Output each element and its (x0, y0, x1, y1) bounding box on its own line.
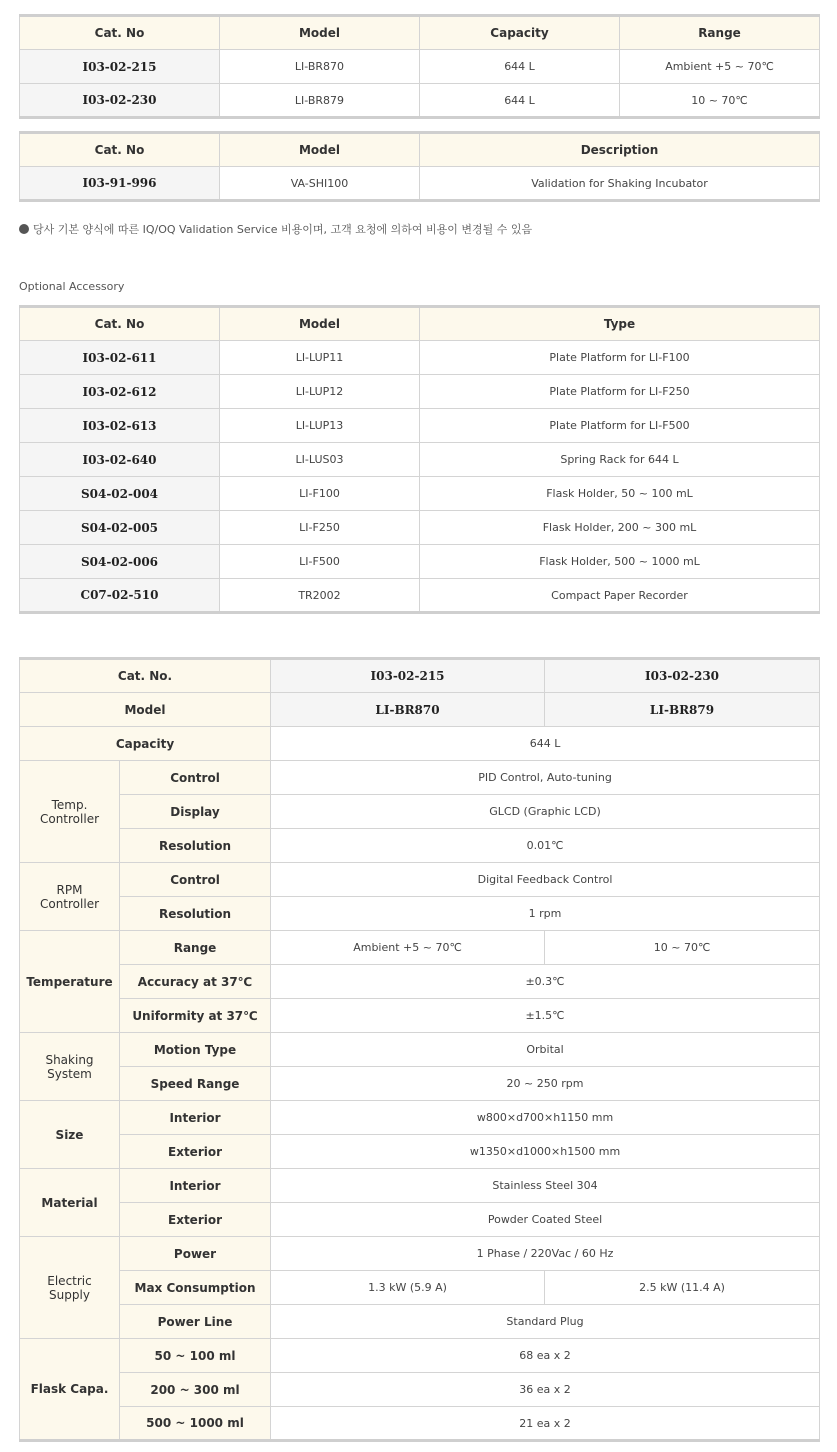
accessory-table (19, 305, 820, 614)
cat-no: I03-02-230 (20, 84, 220, 118)
spec-row (20, 727, 820, 761)
spec-label: 500 ~ 1000 ml (120, 1407, 271, 1441)
product-table (19, 14, 820, 119)
group-label: Flask Capa. (20, 1339, 120, 1441)
table-row (20, 443, 820, 477)
spec-label: Interior (120, 1169, 271, 1203)
spec-table (19, 657, 820, 1442)
spec-row (20, 1067, 820, 1101)
spec-label: Exterior (120, 1203, 271, 1237)
spec-row (20, 1033, 820, 1067)
cat-no: I03-02-611 (20, 341, 220, 375)
spec-label: Resolution (120, 829, 271, 863)
spec-row (20, 659, 820, 693)
cat-no: I03-02-612 (20, 375, 220, 409)
spec-value: PID Control, Auto-tuning (271, 761, 820, 795)
note-text: 당사 기본 양식에 따른 IQ/OQ Validation Service 비용이며, 고객 요청에 의하여 비용이 변경될 수 있음 (33, 223, 533, 236)
col-header: Model (220, 307, 420, 341)
col-header: Capacity (420, 16, 620, 50)
col-header: Cat. No (20, 16, 220, 50)
cat-no: S04-02-005 (20, 511, 220, 545)
model: LI-LUP11 (220, 341, 420, 375)
spec-row (20, 1305, 820, 1339)
model: LI-LUP13 (220, 409, 420, 443)
spec-row (20, 795, 820, 829)
spec-row (20, 761, 820, 795)
spec-label: Cat. No. (20, 659, 271, 693)
table-row (20, 375, 820, 409)
model: LI-BR870 (220, 50, 420, 84)
type: Flask Holder, 500 ~ 1000 mL (420, 545, 820, 579)
col-header: Description (420, 133, 820, 167)
model: LI-F100 (220, 477, 420, 511)
validation-note (19, 221, 532, 237)
spec-value: Stainless Steel 304 (271, 1169, 820, 1203)
spec-row (20, 693, 820, 727)
group-label: RPM Controller (20, 863, 120, 931)
spec-value: 2.5 kW (11.4 A) (545, 1271, 820, 1305)
model: VA-SHI100 (220, 167, 420, 201)
cat-no: I03-91-996 (20, 167, 220, 201)
spec-label: 50 ~ 100 ml (120, 1339, 271, 1373)
spec-label: Uniformity at 37℃ (120, 999, 271, 1033)
spec-value: w800×d700×h1150 mm (271, 1101, 820, 1135)
spec-row (20, 965, 820, 999)
spec-label: 200 ~ 300 ml (120, 1373, 271, 1407)
spec-row (20, 1203, 820, 1237)
spec-value: 0.01℃ (271, 829, 820, 863)
group-label: Temp. Controller (20, 761, 120, 863)
col-header: Range (620, 16, 820, 50)
spec-label: Control (120, 761, 271, 795)
spec-row (20, 1169, 820, 1203)
type: Spring Rack for 644 L (420, 443, 820, 477)
model: LI-F500 (220, 545, 420, 579)
cat-no: S04-02-004 (20, 477, 220, 511)
spec-label: Motion Type (120, 1033, 271, 1067)
range: Ambient +5 ~ 70℃ (620, 50, 820, 84)
table-row (20, 167, 820, 201)
type: Plate Platform for LI-F250 (420, 375, 820, 409)
group-label: Electric Supply (20, 1237, 120, 1339)
section-title: Optional Accessory (19, 280, 125, 293)
spec-value: 1 Phase / 220Vac / 60 Hz (271, 1237, 820, 1271)
group-label: Size (20, 1101, 120, 1169)
spec-label: Speed Range (120, 1067, 271, 1101)
col-header: Model (220, 16, 420, 50)
description: Validation for Shaking Incubator (420, 167, 820, 201)
spec-row (20, 931, 820, 965)
type: Flask Holder, 200 ~ 300 mL (420, 511, 820, 545)
capacity: 644 L (420, 50, 620, 84)
spec-value: 20 ~ 250 rpm (271, 1067, 820, 1101)
spec-value: w1350×d1000×h1500 mm (271, 1135, 820, 1169)
table-header-row (20, 133, 820, 167)
table-row (20, 477, 820, 511)
spec-row (20, 1135, 820, 1169)
validation-table (19, 131, 820, 202)
col-header: Model (220, 133, 420, 167)
spec-row (20, 1339, 820, 1373)
spec-row (20, 1271, 820, 1305)
group-label: Shaking System (20, 1033, 120, 1101)
cat-no: I03-02-230 (545, 659, 820, 693)
model: TR2002 (220, 579, 420, 613)
spec-row (20, 1237, 820, 1271)
cat-no: I03-02-215 (20, 50, 220, 84)
cat-no: I03-02-215 (271, 659, 545, 693)
bullet-icon (19, 224, 29, 234)
spec-row (20, 829, 820, 863)
table-row (20, 545, 820, 579)
table-row (20, 409, 820, 443)
col-header: Cat. No (20, 307, 220, 341)
spec-value: Standard Plug (271, 1305, 820, 1339)
group-label: Temperature (20, 931, 120, 1033)
cat-no: I03-02-640 (20, 443, 220, 477)
type: Compact Paper Recorder (420, 579, 820, 613)
cat-no: S04-02-006 (20, 545, 220, 579)
spec-value: 10 ~ 70℃ (545, 931, 820, 965)
type: Plate Platform for LI-F100 (420, 341, 820, 375)
col-header: Cat. No (20, 133, 220, 167)
spec-label: Power (120, 1237, 271, 1271)
spec-label: Control (120, 863, 271, 897)
cat-no: C07-02-510 (20, 579, 220, 613)
spec-row (20, 1407, 820, 1441)
spec-value: ±0.3℃ (271, 965, 820, 999)
model: LI-F250 (220, 511, 420, 545)
table-row (20, 511, 820, 545)
spec-value: Powder Coated Steel (271, 1203, 820, 1237)
col-header: Type (420, 307, 820, 341)
table-header-row (20, 16, 820, 50)
cat-no: I03-02-613 (20, 409, 220, 443)
spec-value: 644 L (271, 727, 820, 761)
spec-row (20, 999, 820, 1033)
spec-value: ±1.5℃ (271, 999, 820, 1033)
spec-value: 68 ea x 2 (271, 1339, 820, 1373)
spec-label: Power Line (120, 1305, 271, 1339)
model: LI-LUS03 (220, 443, 420, 477)
spec-label: Capacity (20, 727, 271, 761)
spec-value: Ambient +5 ~ 70℃ (271, 931, 545, 965)
spec-row (20, 863, 820, 897)
spec-label: Exterior (120, 1135, 271, 1169)
spec-value: 1 rpm (271, 897, 820, 931)
type: Flask Holder, 50 ~ 100 mL (420, 477, 820, 511)
group-label: Material (20, 1169, 120, 1237)
table-row (20, 84, 820, 118)
model: LI-LUP12 (220, 375, 420, 409)
spec-label: Interior (120, 1101, 271, 1135)
spec-value: 36 ea x 2 (271, 1373, 820, 1407)
capacity: 644 L (420, 84, 620, 118)
model: LI-BR870 (271, 693, 545, 727)
spec-label: Accuracy at 37℃ (120, 965, 271, 999)
range: 10 ~ 70℃ (620, 84, 820, 118)
spec-value: Digital Feedback Control (271, 863, 820, 897)
spec-label: Max Consumption (120, 1271, 271, 1305)
spec-label: Resolution (120, 897, 271, 931)
spec-label: Range (120, 931, 271, 965)
spec-value: 21 ea x 2 (271, 1407, 820, 1441)
spec-label: Display (120, 795, 271, 829)
spec-row (20, 1373, 820, 1407)
model: LI-BR879 (220, 84, 420, 118)
spec-label: Model (20, 693, 271, 727)
model: LI-BR879 (545, 693, 820, 727)
table-row (20, 50, 820, 84)
spec-value: 1.3 kW (5.9 A) (271, 1271, 545, 1305)
spec-value: GLCD (Graphic LCD) (271, 795, 820, 829)
table-header-row (20, 307, 820, 341)
spec-value: Orbital (271, 1033, 820, 1067)
spec-row (20, 897, 820, 931)
type: Plate Platform for LI-F500 (420, 409, 820, 443)
table-row (20, 579, 820, 613)
table-row (20, 341, 820, 375)
spec-row (20, 1101, 820, 1135)
